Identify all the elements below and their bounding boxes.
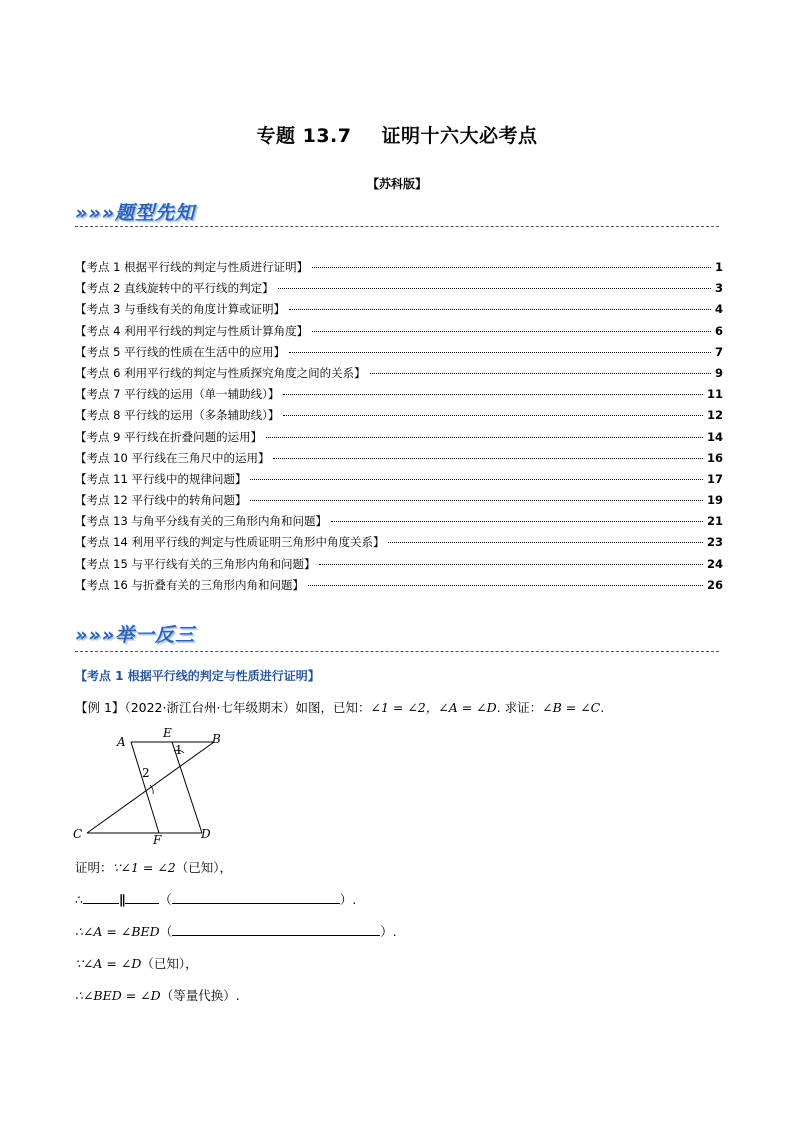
toc-item-page: 24	[706, 556, 723, 571]
toc-item-page: 1	[714, 260, 723, 274]
example-source: （2022·浙江台州·七年级期末）	[124, 700, 296, 715]
proof-line-4	[75, 954, 198, 972]
label-angle-1: 1	[175, 743, 183, 757]
toc-item-label: 【考点 1 根据平行线的判定与性质进行证明】	[75, 260, 309, 274]
toc-leader-dots	[331, 521, 703, 522]
toc-leader-dots	[250, 500, 703, 501]
toc-item-page: 14	[706, 429, 723, 444]
segment-CB	[87, 742, 214, 833]
toc-item-label: 【考点 10 平行线在三角尺中的运用】	[75, 450, 270, 465]
toc-leader-dots	[250, 479, 703, 480]
toc-item[interactable]	[75, 577, 723, 598]
proof-line-5	[75, 986, 240, 1004]
label-E: E	[163, 726, 172, 740]
toc-item-label: 【考点 5 平行线的性质在生活中的应用】	[75, 344, 286, 359]
toc-item-page: 4	[714, 302, 723, 317]
edition-label: 【苏科版】	[366, 177, 427, 191]
geometry-figure	[70, 725, 230, 845]
proof-l5-math: ∴∠BED = ∠D	[75, 988, 161, 1003]
toc-item[interactable]	[75, 471, 723, 492]
toc-item[interactable]	[75, 386, 723, 407]
example-prove: ∠B = ∠C	[542, 700, 601, 715]
toc-item[interactable]	[75, 323, 723, 344]
toc-item-page: 16	[706, 450, 723, 465]
toc-leader-dots	[388, 542, 703, 543]
toc-item[interactable]	[75, 534, 723, 555]
toc-item[interactable]	[75, 492, 723, 513]
table-of-contents	[75, 259, 723, 598]
toc-leader-dots	[289, 309, 711, 310]
toc-leader-dots	[312, 267, 711, 268]
banner-rule-2	[75, 651, 719, 652]
blank-reason-1[interactable]	[172, 891, 340, 904]
toc-item-label: 【考点 14 利用平行线的判定与性质证明三角形中角度关系】	[75, 535, 385, 550]
parallel-symbol: ∥	[118, 892, 126, 907]
toc-item-page: 17	[706, 471, 723, 486]
proof-l5-reason: （等量代换）.	[160, 988, 240, 1003]
blank-line-2[interactable]	[125, 891, 159, 904]
toc-item-label: 【考点 9 平行线在折叠问题的运用】	[75, 429, 263, 444]
label-angle-2: 2	[142, 766, 150, 780]
toc-item-page: 3	[714, 281, 723, 296]
label-F: F	[153, 833, 162, 845]
banner-examples-text: »»»举一反三	[75, 624, 196, 646]
title-prefix: 专题 13.7	[256, 125, 352, 147]
toc-item-label: 【考点 12 平行线中的转角问题】	[75, 493, 247, 508]
proof-l2-therefore: ∴	[75, 892, 83, 907]
example-end: .	[600, 700, 605, 715]
toc-leader-dots	[370, 373, 711, 374]
banner-rule-1	[75, 226, 719, 227]
toc-item-label: 【考点 16 与折叠有关的三角形内角和问题】	[75, 577, 304, 592]
toc-item-page: 19	[706, 493, 723, 508]
segment-AF	[131, 742, 159, 833]
banner-topic-preview-text: »»»题型先知	[75, 202, 196, 224]
page-title	[0, 121, 794, 148]
proof-l1-prefix: 证明：	[75, 860, 113, 875]
section-heading: 【考点 1 根据平行线的判定与性质进行证明】	[75, 669, 320, 683]
toc-item-page: 11	[706, 387, 723, 402]
toc-item-page: 23	[706, 535, 723, 550]
toc-leader-dots	[278, 288, 711, 289]
toc-item[interactable]	[75, 301, 723, 322]
banner-topic-preview	[75, 198, 195, 226]
toc-item[interactable]	[75, 556, 723, 577]
toc-item[interactable]	[75, 450, 723, 471]
toc-leader-dots	[283, 415, 703, 416]
toc-item-page: 21	[706, 514, 723, 529]
proof-l4-reason: （已知），	[141, 956, 198, 971]
example-statement	[75, 698, 725, 716]
toc-item-label: 【考点 7 平行线的运用（单一辅助线）】	[75, 387, 280, 402]
toc-item[interactable]	[75, 365, 723, 386]
toc-leader-dots	[308, 585, 703, 586]
toc-item-label: 【考点 2 直线旋转中的平行线的判定】	[75, 281, 274, 296]
toc-item[interactable]	[75, 280, 723, 301]
toc-item-label: 【考点 6 利用平行线的判定与性质探究角度之间的关系】	[75, 365, 366, 380]
example-tag: 【例 1】	[75, 700, 125, 715]
proof-l3-open: （	[159, 924, 173, 939]
example-text1: 如图，已知：	[295, 700, 371, 715]
toc-leader-dots	[283, 394, 703, 395]
toc-item-page: 6	[714, 323, 723, 338]
toc-item-label: 【考点 15 与平行线有关的三角形内角和问题】	[75, 556, 316, 571]
label-B: B	[212, 732, 221, 746]
toc-item-label: 【考点 3 与垂线有关的角度计算或证明】	[75, 302, 286, 317]
toc-leader-dots	[266, 437, 703, 438]
blank-line-1[interactable]	[83, 891, 119, 904]
toc-item-label: 【考点 13 与角平分线有关的三角形内角和问题】	[75, 514, 327, 529]
proof-line-2	[75, 890, 356, 908]
toc-item-page: 12	[706, 408, 723, 423]
proof-l4-math: ∵∠A = ∠D	[75, 956, 142, 971]
example-text2: . 求证：	[496, 700, 543, 715]
toc-item[interactable]	[75, 513, 723, 534]
toc-leader-dots	[289, 352, 711, 353]
toc-item-page: 7	[714, 344, 723, 359]
title-main: 证明十六大必考点	[381, 125, 538, 147]
proof-l3-close: ）.	[380, 924, 397, 939]
toc-item[interactable]	[75, 407, 723, 428]
example-given: ∠1 = ∠2，∠A = ∠D	[370, 700, 497, 715]
proof-l1-math: ∵∠1 = ∠2	[112, 860, 176, 875]
proof-l3-math: ∴∠A = ∠BED	[75, 924, 160, 939]
toc-item-label: 【考点 4 利用平行线的判定与性质计算角度】	[75, 323, 309, 338]
toc-leader-dots	[312, 331, 711, 332]
proof-l1-reason: （已知），	[175, 860, 233, 875]
proof-l2-open: （	[159, 892, 172, 907]
toc-item-page: 9	[714, 365, 723, 380]
label-C: C	[73, 827, 83, 841]
label-D: D	[201, 827, 211, 841]
toc-item[interactable]	[75, 429, 723, 450]
toc-item-page: 26	[706, 577, 723, 592]
blank-reason-2[interactable]	[172, 923, 380, 936]
proof-l2-close: ）.	[339, 892, 357, 907]
toc-item[interactable]	[75, 344, 723, 365]
toc-leader-dots	[319, 564, 703, 565]
banner-examples	[75, 620, 195, 648]
toc-item-label: 【考点 11 平行线中的规律问题】	[75, 471, 247, 486]
proof-line-1	[75, 858, 232, 876]
proof-line-3	[75, 922, 397, 940]
toc-item-label: 【考点 8 平行线的运用（多条辅助线）】	[75, 408, 280, 423]
label-A: A	[117, 735, 126, 749]
toc-item[interactable]	[75, 259, 723, 280]
toc-leader-dots	[273, 458, 703, 459]
